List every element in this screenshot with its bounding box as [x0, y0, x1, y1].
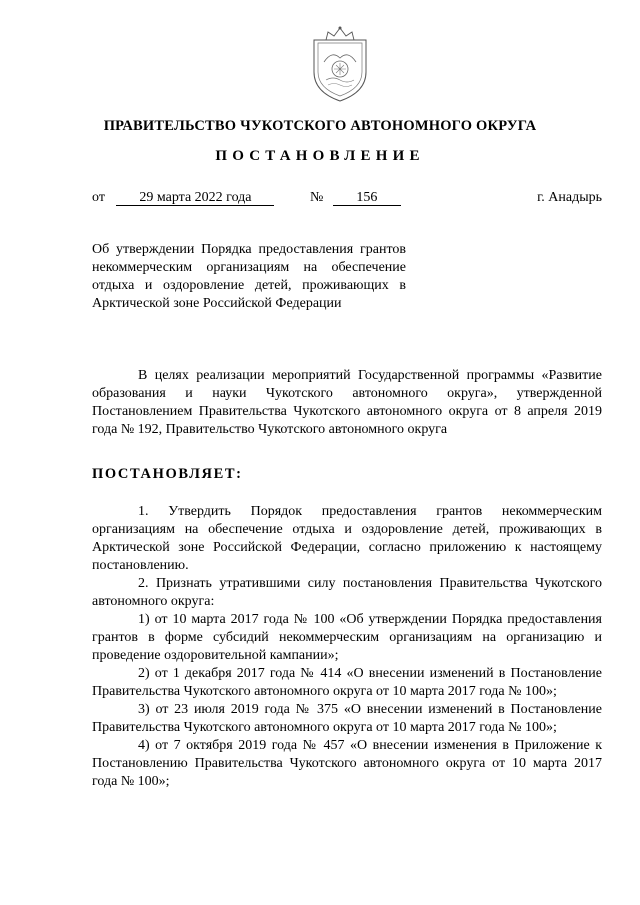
- from-label: от: [92, 190, 105, 205]
- document-type-title: ПОСТАНОВЛЕНИЕ: [215, 148, 425, 164]
- resolution-item: 4) от 7 октября 2019 года № 457 «О внесении изменения в Приложение к Постановлению Правительства Чукотского автономного округа от 10 марта 2017 года № 100»;: [92, 738, 602, 789]
- resolution-items: [92, 503, 602, 791]
- document-subject: Об утверждении Порядка предоставления грантов некоммерческим организациям на обеспечение отдыха и оздоровление детей, проживающих в Арктической зоне Российской Федерации: [92, 242, 406, 311]
- coat-of-arms-emblem: [306, 22, 374, 104]
- resolves-heading: ПОСТАНОВЛЯЕТ:: [92, 466, 243, 482]
- number-label: №: [310, 190, 324, 205]
- resolution-item: 1. Утвердить Порядок предоставления грантов некоммерческим организациям на обеспечение отдыха и оздоровление детей, проживающих в Арктической зоне Российской Федерации, согласно приложению к настоящему постановлению.: [92, 504, 602, 573]
- number-field: [310, 190, 401, 206]
- document-date: 29 марта 2022 года: [116, 190, 274, 206]
- resolution-item: 3) от 23 июля 2019 года № 375 «О внесении изменений в Постановление Правительства Чукотского автономного округа от 10 марта 2017 года № 100»;: [92, 702, 602, 735]
- date-field: [92, 190, 274, 206]
- resolution-item: 2. Признать утратившими силу постановления Правительства Чукотского автономного округа:: [92, 576, 602, 609]
- preamble-block: [92, 367, 602, 439]
- city: г. Анадырь: [537, 190, 602, 205]
- resolution-item: 2) от 1 декабря 2017 года № 414 «О внесении изменений в Постановление Правительства Чукотского автономного округа от 10 марта 2017 года № 100»;: [92, 666, 602, 699]
- document-number: 156: [333, 190, 401, 206]
- government-title: ПРАВИТЕЛЬСТВО ЧУКОТСКОГО АВТОНОМНОГО ОКРУГА: [103, 118, 537, 134]
- resolution-item: 1) от 10 марта 2017 года № 100 «Об утверждении Порядка предоставления грантов в форме субсидий некоммерческим организациям на организацию и проведение оздоровительной кампании»;: [92, 612, 602, 663]
- preamble-paragraph: В целях реализации мероприятий Государственной программы «Развитие образования и науки Чукотского автономного округа», утвержденной Постановлением Правительства Чукотского автономного округа от 8 апреля 2019 года № 192, Правительство Чукотского автономного округа: [92, 368, 602, 437]
